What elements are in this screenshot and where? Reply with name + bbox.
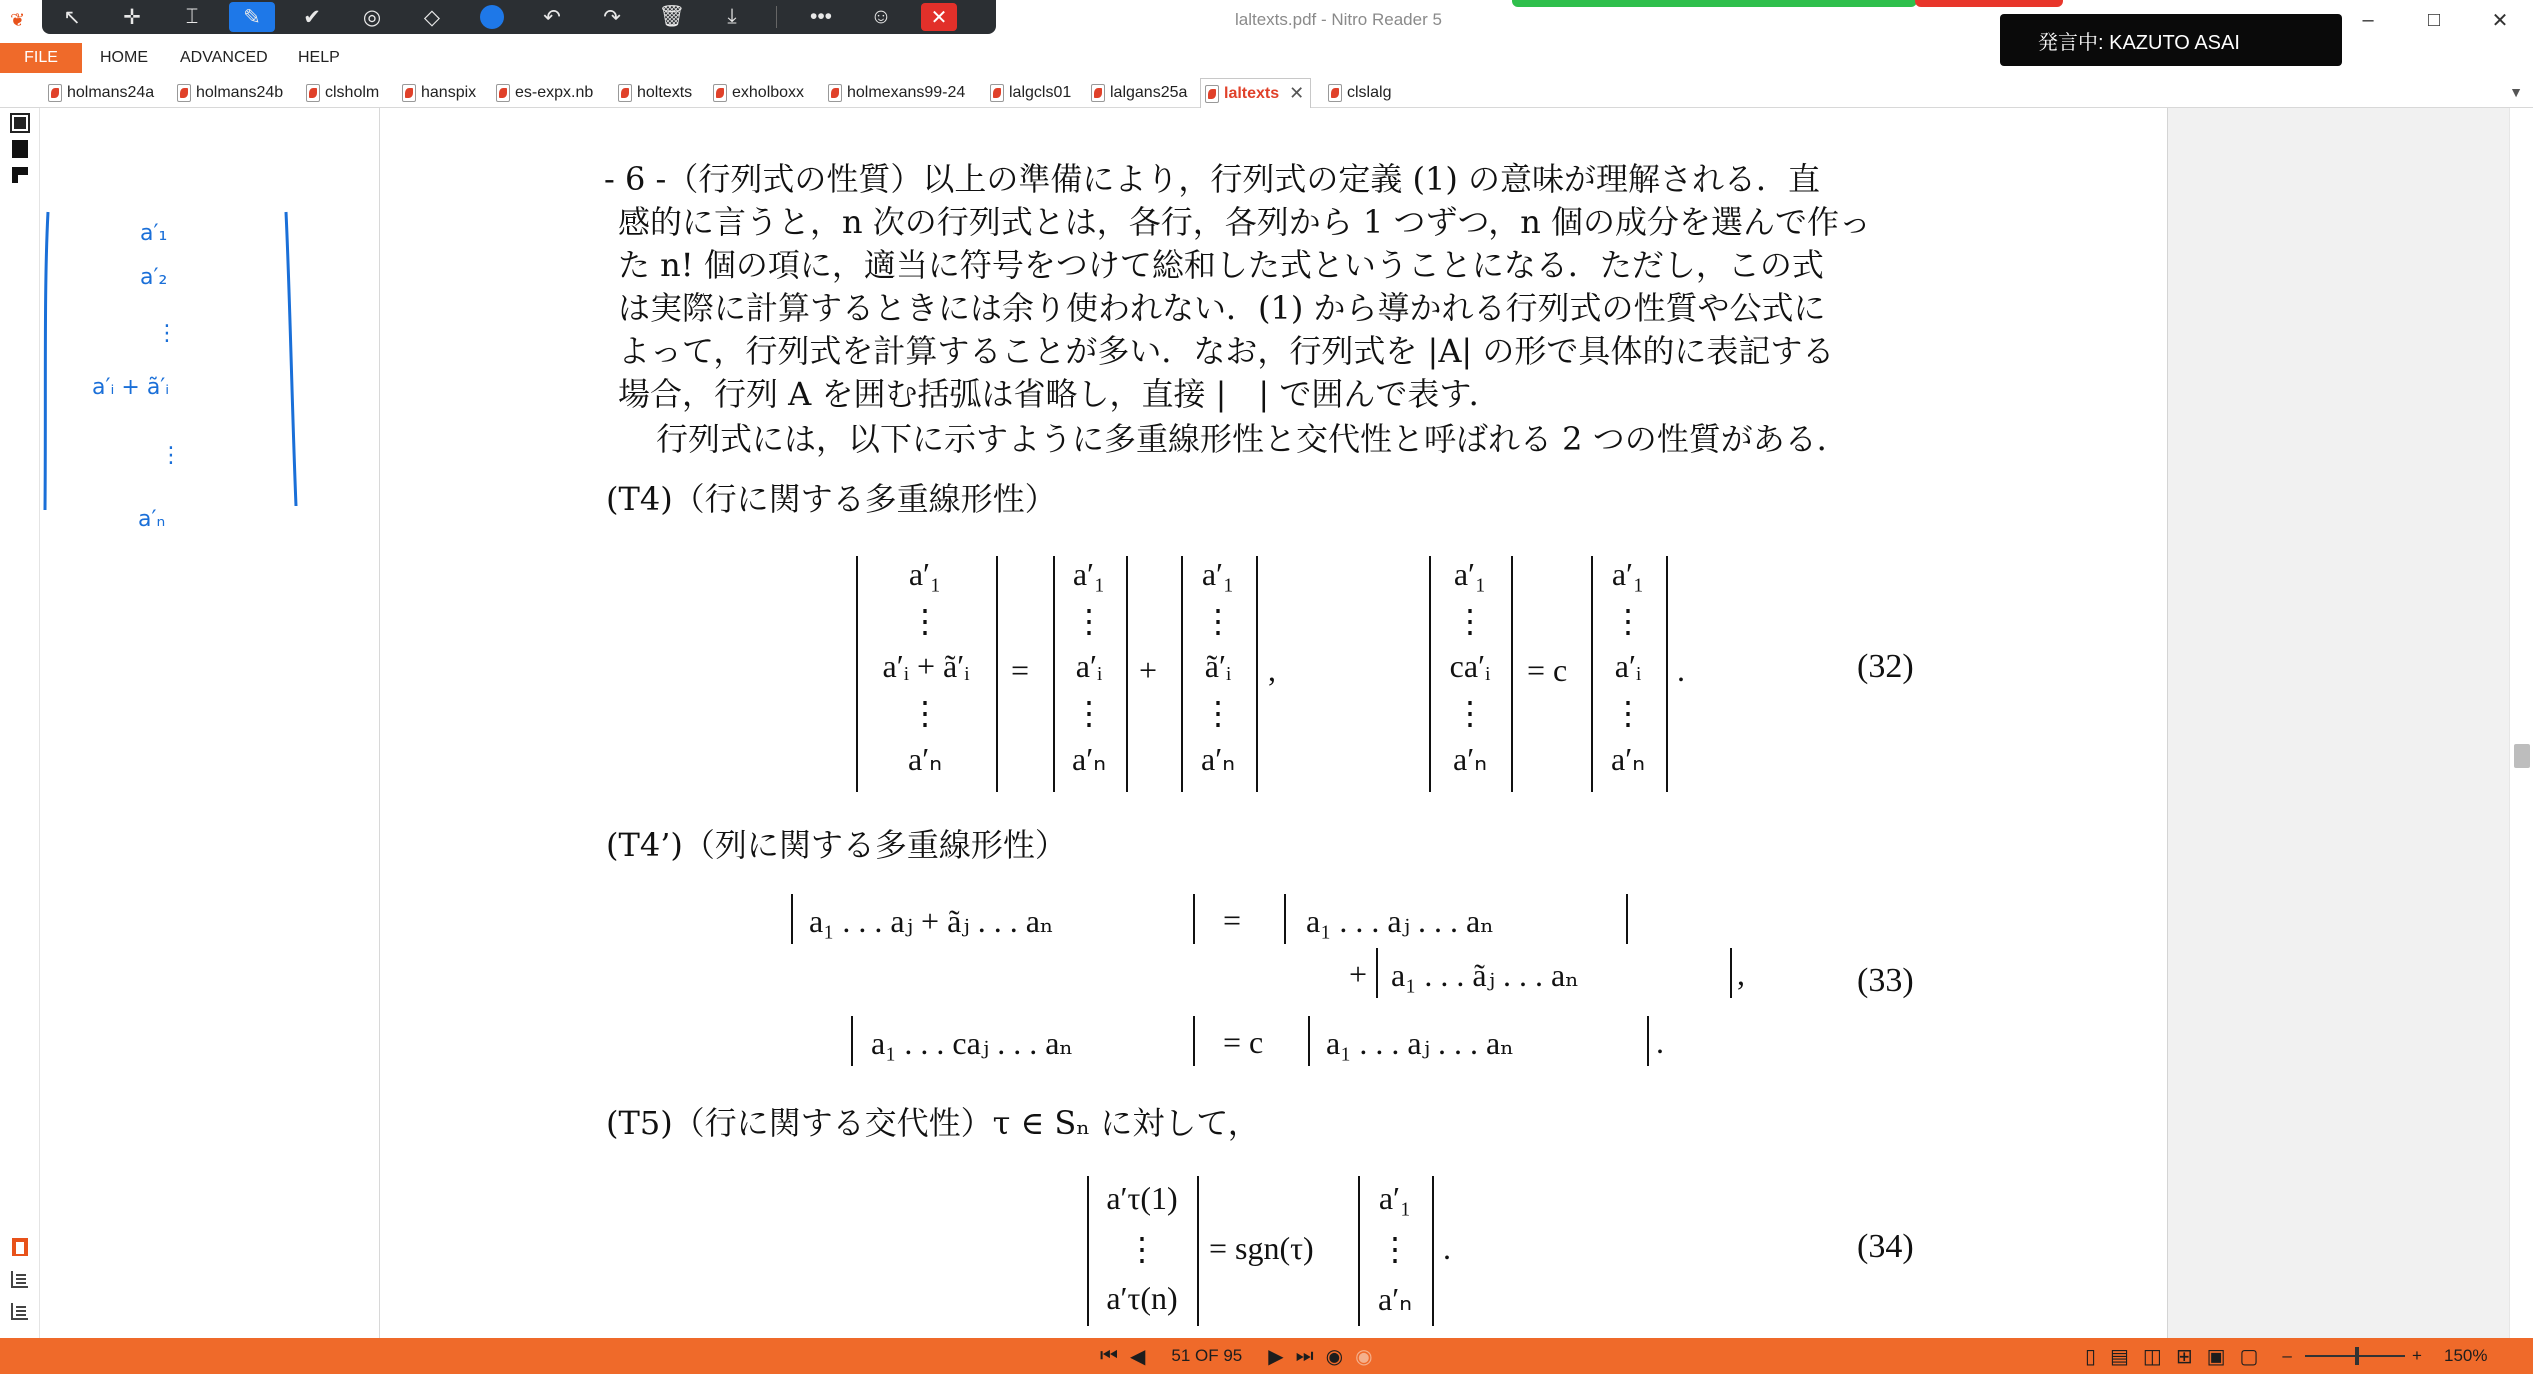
pdf-file-icon — [618, 84, 632, 102]
annotation-line: a′₂ — [140, 265, 168, 290]
pen-icon[interactable]: ✎ — [229, 2, 275, 32]
color-dot-icon[interactable] — [462, 0, 522, 34]
row-expression: a₁ . . . ãⱼ . . . aₙ — [1391, 957, 1580, 993]
equation-number-32: (32) — [1857, 648, 1914, 685]
tab-clslalg[interactable] — [1328, 80, 1391, 106]
last-page-icon[interactable]: ⏭ — [1295, 1344, 1314, 1367]
annotation-line: a′ᵢ + ã′ᵢ — [92, 375, 170, 400]
equals-c: = c — [1527, 652, 1568, 688]
pdf-file-icon — [713, 84, 727, 102]
forward-view-icon[interactable]: ◉ — [1355, 1345, 1373, 1368]
tab-lalgcls01[interactable] — [990, 80, 1071, 106]
matrix-entry: ⋮ — [909, 603, 941, 639]
tab-laltexts[interactable] — [1200, 78, 1311, 108]
tab-label: lalgans25a — [1110, 84, 1188, 101]
pdf-file-icon — [496, 84, 510, 102]
equation-number-34: (34) — [1857, 1228, 1914, 1265]
matrix-entry: ⋮ — [1073, 603, 1105, 639]
redo-icon[interactable]: ↷ — [603, 5, 621, 29]
advanced-menu[interactable]: ADVANCED — [180, 49, 268, 66]
document-tabs — [0, 76, 2533, 108]
text-cursor-icon[interactable]: ⌶ — [185, 5, 199, 28]
tab-hanspix[interactable] — [402, 80, 476, 106]
matrix-entry: a′₁ — [1201, 556, 1235, 592]
zoom-slider-knob[interactable] — [2355, 1347, 2359, 1365]
heading-t4: (T4)（行に関する多重線形性） — [606, 480, 1057, 518]
tab-label: holtexts — [637, 84, 693, 101]
matrix-entry: a′₁ — [1378, 1180, 1412, 1216]
check-icon[interactable]: ✔ — [303, 5, 321, 29]
matrix-entry: ⋮ — [1454, 695, 1486, 731]
view-mode-controls — [2085, 1338, 2292, 1374]
first-page-icon[interactable]: ⏮ — [1100, 1344, 1118, 1367]
matrix-entry: a′ₙ — [1453, 741, 1487, 777]
tab-exholboxx[interactable] — [713, 80, 804, 106]
toolbar-separator — [776, 6, 777, 28]
move-icon[interactable]: ✛ — [123, 5, 141, 29]
nitro-logo-icon: ❦ — [10, 10, 26, 30]
comma: , — [1737, 956, 1745, 992]
progress-indicator-green — [1512, 0, 1917, 7]
tab-label: holmans24a — [67, 84, 155, 101]
matrix-entry: a′ₙ — [908, 741, 942, 777]
matrix-entry: ⋮ — [1202, 695, 1234, 731]
facing-pages-icon[interactable]: ◫ — [2142, 1345, 2162, 1368]
layers-panel-icon[interactable] — [9, 1268, 31, 1290]
matrix-entry: a′ₙ — [1072, 741, 1106, 777]
tab-label: hanspix — [421, 84, 477, 101]
comments-panel-icon[interactable] — [9, 164, 31, 186]
help-menu[interactable]: HELP — [298, 49, 340, 66]
outline-panel-icon[interactable] — [9, 1300, 31, 1322]
matrix-entry: ⋮ — [1126, 1231, 1158, 1267]
text-line: よって，行列式を計算することが多い．なお，行列式を |A| の形で具体的に表記する — [618, 332, 1835, 370]
stamp-icon[interactable]: ◎ — [362, 5, 382, 29]
matrix-entry: ⋮ — [909, 695, 941, 731]
tab-label: clslalg — [1347, 84, 1392, 101]
speaking-banner: 発言中: KAZUTO ASAI — [2000, 14, 2342, 66]
more-icon[interactable]: ••• — [809, 5, 833, 28]
fit-width-icon[interactable]: ▣ — [2206, 1345, 2226, 1368]
next-page-icon[interactable]: ▶ — [1268, 1345, 1284, 1368]
maximize-button[interactable]: □ — [2427, 8, 2441, 31]
window-title: laltexts.pdf - Nitro Reader 5 — [1235, 10, 1442, 29]
bookmarks-panel-icon[interactable] — [9, 138, 31, 160]
matrix-entry: a′τ(n) — [1106, 1280, 1178, 1316]
previous-page-icon[interactable]: ◀ — [1130, 1345, 1146, 1368]
close-window-button[interactable]: ✕ — [2491, 9, 2509, 32]
close-tab-icon[interactable]: ✕ — [1289, 83, 1305, 103]
matrix-entry: a′₁ — [1453, 556, 1487, 592]
sgn-expression: = sgn(τ) — [1209, 1230, 1314, 1266]
share-icon[interactable]: ☺ — [870, 5, 892, 28]
text-line: - 6 -（行列式の性質）以上の準備により，行列式の定義 (1) の意味が理解される．直 — [604, 160, 1821, 198]
progress-indicator-red — [1915, 0, 2063, 7]
tab-label: laltexts — [1224, 84, 1280, 102]
matrix-entry: ⋮ — [1379, 1231, 1411, 1267]
annotation-toolbar — [42, 0, 996, 34]
page-navigation — [1100, 1338, 1373, 1374]
undo-icon[interactable]: ↶ — [543, 5, 561, 29]
annotation-line: a′ₙ — [138, 507, 166, 528]
window-controls — [2335, 0, 2533, 40]
text-line: は実際に計算するときには余り使われない．(1) から導かれる行列式の性質や公式に — [618, 289, 1826, 327]
pdf-file-icon — [1205, 85, 1219, 103]
tab-holmexans99-24[interactable] — [828, 80, 965, 106]
paragraph-determinant-properties — [604, 158, 1924, 416]
handwritten-vector-annotation — [40, 108, 380, 528]
pdf-page — [381, 108, 2168, 1338]
vertical-scrollbar[interactable] — [2509, 108, 2533, 1338]
status-bar — [0, 1338, 2533, 1374]
pages-panel-icon[interactable] — [9, 112, 31, 134]
pdf-file-icon — [1091, 84, 1105, 102]
tab-label: lalgcls01 — [1009, 84, 1072, 101]
row-expression: a₁ . . . caⱼ . . . aₙ — [871, 1025, 1074, 1061]
tab-es-expx[interactable] — [496, 80, 593, 106]
file-menu[interactable]: FILE — [0, 43, 82, 73]
matrix-entry: a′τ(1) — [1106, 1180, 1178, 1216]
equation-number-33: (33) — [1857, 962, 1914, 999]
page-indicator[interactable]: 51 OF 95 — [1171, 1346, 1243, 1365]
paragraph-two-properties: 行列式には，以下に示すように多重線形性と交代性と呼ばれる 2 つの性質がある． — [656, 420, 1849, 458]
text-line: 感的に言うと，n 次の行列式とは，各行，各列から 1 つずつ，n 個の成分を選んで作っ — [618, 203, 1871, 241]
matrix-entry: ⋮ — [1454, 603, 1486, 639]
pdf-file-icon — [48, 84, 62, 102]
continuous-facing-icon[interactable]: ⊞ — [2175, 1345, 2193, 1368]
plus-sign: + — [1139, 652, 1158, 688]
minimize-button[interactable]: – — [2362, 8, 2374, 31]
tab-label: clsholm — [325, 84, 380, 101]
attachments-panel-icon[interactable] — [9, 1236, 31, 1258]
heading-t4-prime: (T4’)（列に関する多重線形性） — [606, 826, 1067, 864]
zoom-out-button[interactable]: – — [2282, 1346, 2292, 1365]
annotation-line: ⋮ — [156, 321, 178, 346]
text-line: た n! 個の項に，適当に符号をつけて総和した式ということになる．ただし，この式 — [618, 246, 1824, 284]
matrix-entry: a′ₙ — [1611, 741, 1645, 777]
period: . — [1677, 652, 1685, 688]
continuous-page-icon[interactable]: ▤ — [2110, 1345, 2129, 1368]
tab-holmans24a[interactable] — [48, 80, 154, 106]
pdf-file-icon — [306, 84, 320, 102]
tab-label: exholboxx — [732, 84, 805, 101]
tab-overflow-icon[interactable]: ▼ — [2509, 84, 2523, 100]
annotation-line: ⋮ — [160, 443, 182, 468]
download-icon[interactable]: ⤓ — [727, 5, 737, 28]
pdf-file-icon — [177, 84, 191, 102]
row-expression: a₁ . . . aⱼ + ãⱼ . . . aₙ — [809, 903, 1054, 939]
close-icon[interactable]: ✕ — [921, 3, 957, 31]
tab-lalgans25a[interactable] — [1091, 80, 1187, 106]
zoom-level[interactable]: 150% — [2444, 1346, 2488, 1365]
full-screen-icon[interactable]: ▢ — [2239, 1345, 2259, 1368]
row-expression: a₁ . . . aⱼ . . . aₙ — [1306, 903, 1495, 939]
eraser-icon[interactable]: ◇ — [423, 5, 441, 29]
comma: , — [1268, 652, 1276, 688]
zoom-in-button[interactable]: + — [2412, 1346, 2422, 1365]
equals-sign: = — [1223, 902, 1242, 938]
matrix-entry: a′ᵢ + ã′ᵢ — [882, 648, 970, 684]
matrix-entry: ã′ᵢ — [1204, 648, 1232, 684]
trash-icon[interactable]: 🗑 — [658, 5, 686, 28]
matrix-entry: ⋮ — [1202, 603, 1234, 639]
matrix-entry: a′₁ — [1611, 556, 1645, 592]
annotation-line: a′₁ — [140, 221, 168, 246]
matrix-entry: a′ᵢ — [1075, 648, 1103, 684]
pdf-file-icon — [402, 84, 416, 102]
pointer-icon[interactable]: ↖ — [63, 5, 81, 29]
text-line: 場合，行列 A を囲む括弧は省略し，直接 | | で囲んで表す． — [618, 375, 1501, 413]
heading-t5: (T5)（行に関する交代性）τ ∈ Sₙ に対して， — [606, 1104, 1260, 1142]
matrix-entry: a′ₙ — [1201, 741, 1235, 777]
tab-label: holmexans99-24 — [847, 84, 966, 101]
pdf-file-icon — [990, 84, 1004, 102]
equals-c: = c — [1223, 1024, 1264, 1060]
pdf-file-icon — [828, 84, 842, 102]
matrix-entry: ⋮ — [1612, 695, 1644, 731]
left-panel-strip — [0, 108, 40, 1338]
document-viewer[interactable] — [381, 108, 2533, 1338]
equals-sign: = — [1011, 652, 1030, 688]
matrix-entry: ca′ᵢ — [1449, 648, 1491, 684]
period: . — [1656, 1024, 1664, 1060]
pdf-file-icon — [1328, 84, 1342, 102]
tab-clsholm[interactable] — [306, 80, 379, 106]
tab-holtexts[interactable] — [618, 80, 692, 106]
period: . — [1443, 1230, 1451, 1266]
matrix-entry: a′₁ — [908, 556, 942, 592]
matrix-entry: ⋮ — [1612, 603, 1644, 639]
matrix-entry: a′ᵢ — [1614, 648, 1642, 684]
matrix-entry: ⋮ — [1073, 695, 1105, 731]
tab-holmans24b[interactable] — [177, 80, 283, 106]
row-expression: a₁ . . . aⱼ . . . aₙ — [1326, 1025, 1515, 1061]
scrollbar-thumb[interactable] — [2514, 744, 2530, 768]
single-page-icon[interactable]: ▯ — [2085, 1345, 2097, 1368]
matrix-entry: a′ₙ — [1378, 1281, 1412, 1317]
tab-label: es-expx.nb — [515, 84, 594, 101]
handwritten-note-panel[interactable] — [40, 108, 380, 1338]
home-menu[interactable]: HOME — [100, 49, 148, 66]
tab-label: holmans24b — [196, 84, 284, 101]
matrix-entry: a′₁ — [1072, 556, 1106, 592]
back-view-icon[interactable]: ◉ — [1325, 1345, 1344, 1368]
plus-sign: + — [1349, 956, 1368, 992]
